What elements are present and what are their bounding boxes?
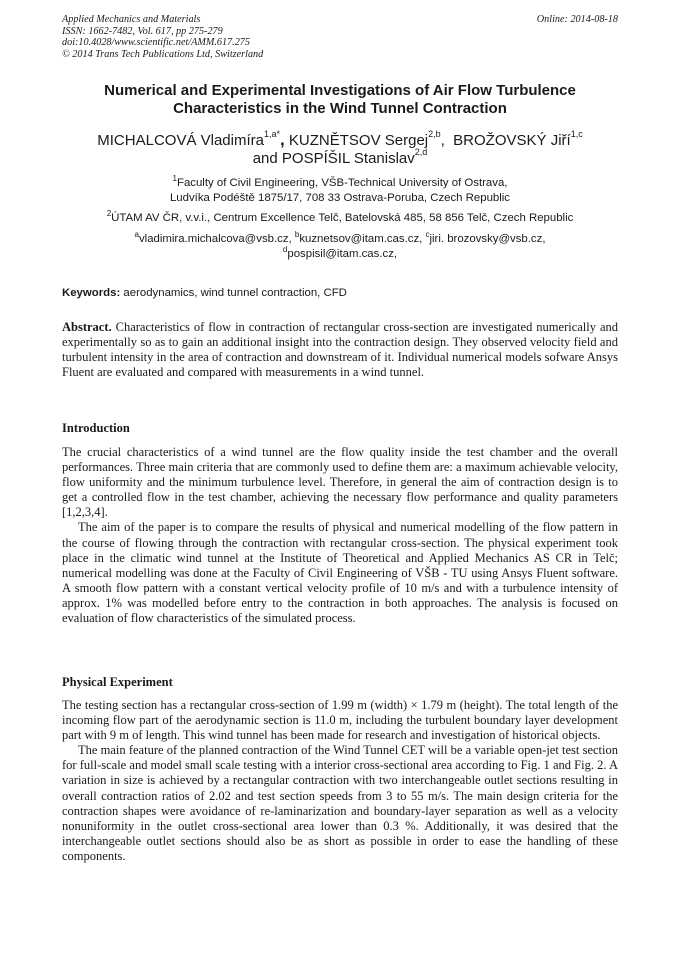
- keywords-text: aerodynamics, wind tunnel contraction, CFD: [123, 287, 347, 299]
- introduction-paragraph-2: The aim of the paper is to compare the results of physical and numerical modelling of the flow pattern in the course of flowing through the contraction with rectangular cross-section. The physical experiment took place in the climatic wind tunnel at the Institute of Theoretical and Applied Mechanics AS CR in Telč; numerical modelling was done at the Faculty of Civil Engineering of VŠB - TU using Ansys Fluent software. A smooth flow pattern with a constant vertical velocity profile of 10 m/s and with a turbulence intensity of approx. 1% was modelled before entry to the contraction in both approaches. The analysis is focused on evaluation of flow characteristics of the simulated process.: [62, 520, 618, 626]
- email-b-sup: b: [294, 230, 300, 240]
- abstract-label: Abstract.: [62, 320, 112, 334]
- journal-header: [62, 14, 618, 60]
- author-3-name: BROŽOVSKÝ Jiří: [453, 132, 571, 149]
- physical-experiment-body: [62, 698, 618, 864]
- affiliation-2-line-1: [62, 211, 618, 226]
- introduction-paragraph-1: The crucial characteristics of a wind tunnel are the flow quality inside the test chamber and the overall performances. Three main criteria that are commonly used to define them are: a maximum achievable velocity, flow uniformity and the minimum turbulence level. Therefore, in general the aim of contraction design is to get a controlled flow in the test chamber, achieving the necessary flow performance and quality parameters [1,2,3,4].: [62, 445, 618, 520]
- author-1-name: MICHALCOVÁ Vladimíra: [97, 132, 264, 149]
- affiliation-1-text-1: Faculty of Civil Engineering, VŠB-Technical University of Ostrava,: [176, 177, 508, 189]
- journal-name: Applied Mechanics and Materials: [62, 14, 201, 25]
- online-date: Online: 2014-08-18: [536, 14, 618, 25]
- abstract-text: Characteristics of flow in contraction of rectangular cross-section are investigated numerically and experimentally so as to gain an additional insight into the contraction design. They observed velocity field and turbulent intensity in the area of contraction and downstream of it. Individual numerical models sofware Ansys Fluent are evaluated and compared with measurements in a wind tunnel.: [62, 320, 619, 380]
- author-connector: and: [252, 150, 278, 167]
- email-c-sup: c: [425, 230, 430, 240]
- author-2-sup: 2,b: [428, 129, 441, 139]
- affiliation-1-line-2: Ludvíka Podéště 1875/17, 708 33 Ostrava-Poruba, Czech Republic: [169, 192, 511, 204]
- keywords-label: Keywords:: [62, 287, 121, 299]
- affiliation-2-text: ÚTAM AV ČR, v.v.i., Centrum Excellence Telč, Batelovská 485, 58 856 Telč, Czech Republic: [111, 212, 574, 224]
- affiliation-2: [62, 211, 618, 226]
- author-3-sup: 1,c: [570, 129, 583, 139]
- affiliation-2-sup: 2: [106, 209, 112, 219]
- introduction-heading: Introduction: [62, 421, 130, 435]
- abstract-paragraph: [62, 320, 618, 380]
- authors-line-2: [62, 147, 618, 168]
- email-c[interactable]: jiri. brozovsky@vsb.cz,: [429, 233, 546, 245]
- abstract: [62, 320, 618, 380]
- authors-line-1: MICHALCOVÁ Vladimíra$^{1,a*}$, KUZNĚTSOV Sergej$^{2,b}$, BROŽOVSKÝ Jiří$^{1,c}$: [97, 129, 583, 149]
- email-b[interactable]: kuznetsov@itam.cas.cz,: [299, 233, 423, 245]
- affiliation-1-sup: 1: [172, 174, 177, 184]
- physical-paragraph-1: The testing section has a rectangular cross-section of 1.99 m (width) × 1.79 m (height). The total length of the incoming flow part of the aerodynamic section is 11.0 m, including the turbulent boundary layer development part with 9 m of length. This wind tunnel has been made for research and investigation of historical objects.: [62, 698, 618, 743]
- affiliation-1-line-1: [62, 176, 618, 191]
- physical-paragraph-2: The main feature of the planned contraction of the Wind Tunnel CET will be a variable open-jet test section for full-scale and model small scale testing with a interior cross-sectional area according to Fig. 1 and Fig. 2. A variation in size is achieved by a rectangular contraction with two interchangeable outlet sections resulting in overall contraction ratios of 2.02 and test section speeds from 3 to 55 m/s. The main design criteria for the contraction shapes were avoidance of re-laminarization and boundary-layer separation as well as a velocity nonuniformity in the outlet cross-sectional area lower than 0.3 %. Additionally, it was desired that the interchangeable outlet sections should also be as short as possible in order to ease the handling of these components.: [62, 743, 618, 863]
- author-4-name: POSPÍŠIL Stanislav: [281, 150, 415, 167]
- emails-line-1: [62, 232, 618, 247]
- journal-copyright: © 2014 Trans Tech Publications Ltd, Switzerland: [62, 48, 264, 60]
- author-1-sup: 1,a: [263, 129, 277, 139]
- journal-doi: doi:10.4028/www.scientific.net/AMM.617.275: [62, 37, 250, 49]
- author-separator: ,: [280, 130, 285, 149]
- email-d[interactable]: pospisil@itam.cas.cz,: [287, 248, 398, 260]
- introduction-body: [62, 445, 618, 626]
- email-a-sup: a: [134, 230, 139, 240]
- affiliation-1: [62, 176, 618, 206]
- author-1-star: *: [276, 129, 281, 139]
- journal-issn: ISSN: 1662-7482, Vol. 617, pp 275-279: [62, 25, 223, 37]
- keywords: [62, 286, 618, 301]
- author-emails: [62, 232, 618, 262]
- emails-line-2: [62, 247, 618, 262]
- author-2-name: KUZNĚTSOV Sergej: [288, 132, 429, 149]
- paper-title: [62, 82, 618, 118]
- title-line-2: Characteristics in the Wind Tunnel Contraction: [173, 100, 507, 117]
- email-a[interactable]: vladimira.michalcova@vsb.cz,: [138, 233, 292, 245]
- title-line-1: Numerical and Experimental Investigations of Air Flow Turbulence: [104, 82, 576, 99]
- email-d-sup: d: [282, 245, 288, 255]
- physical-experiment-heading: Physical Experiment: [62, 675, 173, 689]
- author-list: [62, 131, 618, 168]
- author-4-sup: 2,d: [414, 147, 428, 157]
